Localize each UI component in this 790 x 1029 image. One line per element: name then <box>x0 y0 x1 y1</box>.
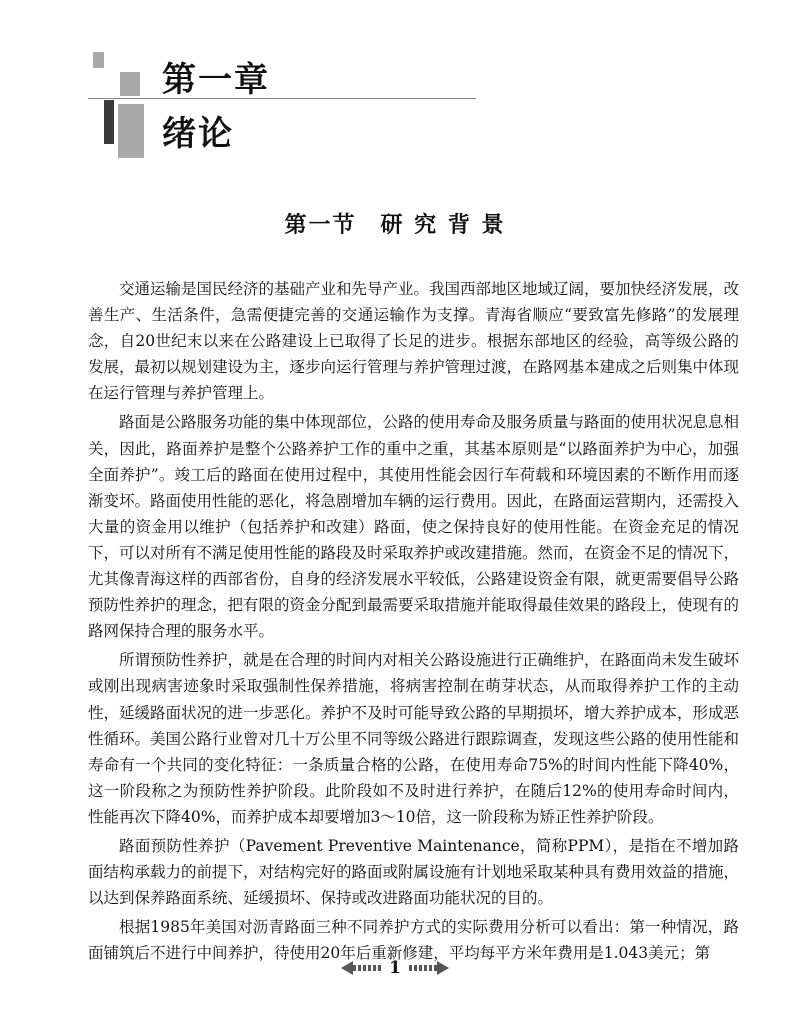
ornament-bar-dark <box>104 100 114 144</box>
ornament-block-large <box>118 104 144 158</box>
paragraph: 路面是公路服务功能的集中体现部位，公路的使用寿命及服务质量与路面的使用状况息息相关，因此，路面养护是整个公路养护工作的重中之重，其基本原则是“以路面养护为中心，加强全面养护”。竣工后的路面在使用过程中，其使用性能会因行车荷载和环境因素的不断作用而逐渐变坏。路面使用性能的恶化，将急剧增加车辆的运行费用。因此，在路面运营期内，还需投入大量的资金用以维护（包括养护和改建）路面，使之保持良好的使用性能。在资金充足的情况下，可以对所有不满足使用性能的路段及时采取养护或改建措施。然而，在资金不足的情况下，尤其像青海这样的西部省份，自身的经济发展水平较低，公路建设资金有限，就更需要倡导公路预防性养护的理念，把有限的资金分配到最需要采取措施并能取得最佳效果的路段上，使现有的路网保持合理的服务水平。 <box>88 413 740 641</box>
ornament-block-small <box>93 52 104 68</box>
paragraph: 所谓预防性养护，就是在合理的时间内对相关公路设施进行正确维护，在路面尚未发生破坏或刚出现病害迹象时采取强制性保养措施，将病害控制在萌芽状态，从而取得养护工作的主动性，延缓路面状况的进一步恶化。养护不及时可能导致公路的早期损坏，增大养护成本，形成恶性循环。美国公路行业曾对几十万公里不同等级公路进行跟踪调查，发现这些公路的使用性能和寿命有一个共同的变化特征：一条质量合格的公路，在使用寿命75%的时间内性能下降40%，这一阶段称之为预防性养护阶段。此阶段如不及时进行养护，在随后12%的使用寿命时间内，性能再次下降40%，而养护成本却要增加3～10倍，这一阶段称为矫正性养护阶段。 <box>88 651 740 826</box>
ornament-block-mid <box>120 72 140 96</box>
page-footer <box>0 957 790 979</box>
chapter-divider-line <box>88 98 476 99</box>
chapter-number: 第一章 <box>162 60 270 100</box>
paragraph: 路面预防性养护（Pavement Preventive Maintenance，简称PPM），是指在不增加路面结构承载力的前提下，对结构完好的路面或附属设施有计划地采取某种具有费用效益的措施，以达到保养路面系统、延缓损坏、保持或改进路面功能状况的目的。 <box>88 836 740 908</box>
chapter-ornament <box>0 0 790 190</box>
body-text <box>88 276 739 969</box>
arrow-right-icon <box>409 960 449 976</box>
page-number: 1 <box>389 958 401 978</box>
chapter-title: 绪论 <box>162 114 234 154</box>
paragraph: 交通运输是国民经济的基础产业和先导产业。我国西部地区地域辽阔，要加快经济发展，改善生产、生活条件，急需便捷完善的交通运输作为支撑。青海省顺应“要致富先修路”的发展理念，自20世纪末以来在公路建设上已取得了长足的进步。根据东部地区的经验，高等级公路的发展，最初以规划建设为主，逐步向运行管理与养护管理过渡，在路网基本建成之后则集中体现在运行管理与养护管理上。 <box>88 280 740 403</box>
arrow-left-icon <box>341 960 381 976</box>
section-heading: 第一节 研 究 背 景 <box>284 213 506 238</box>
paragraph: 根据1985年美国对沥青路面三种不同养护方式的实际费用分析可以看出：第一种情况，路面铺筑后不进行中间养护，待使用20年后重新修建，平均每平方米年费用是1.043美元；第 <box>88 918 739 963</box>
